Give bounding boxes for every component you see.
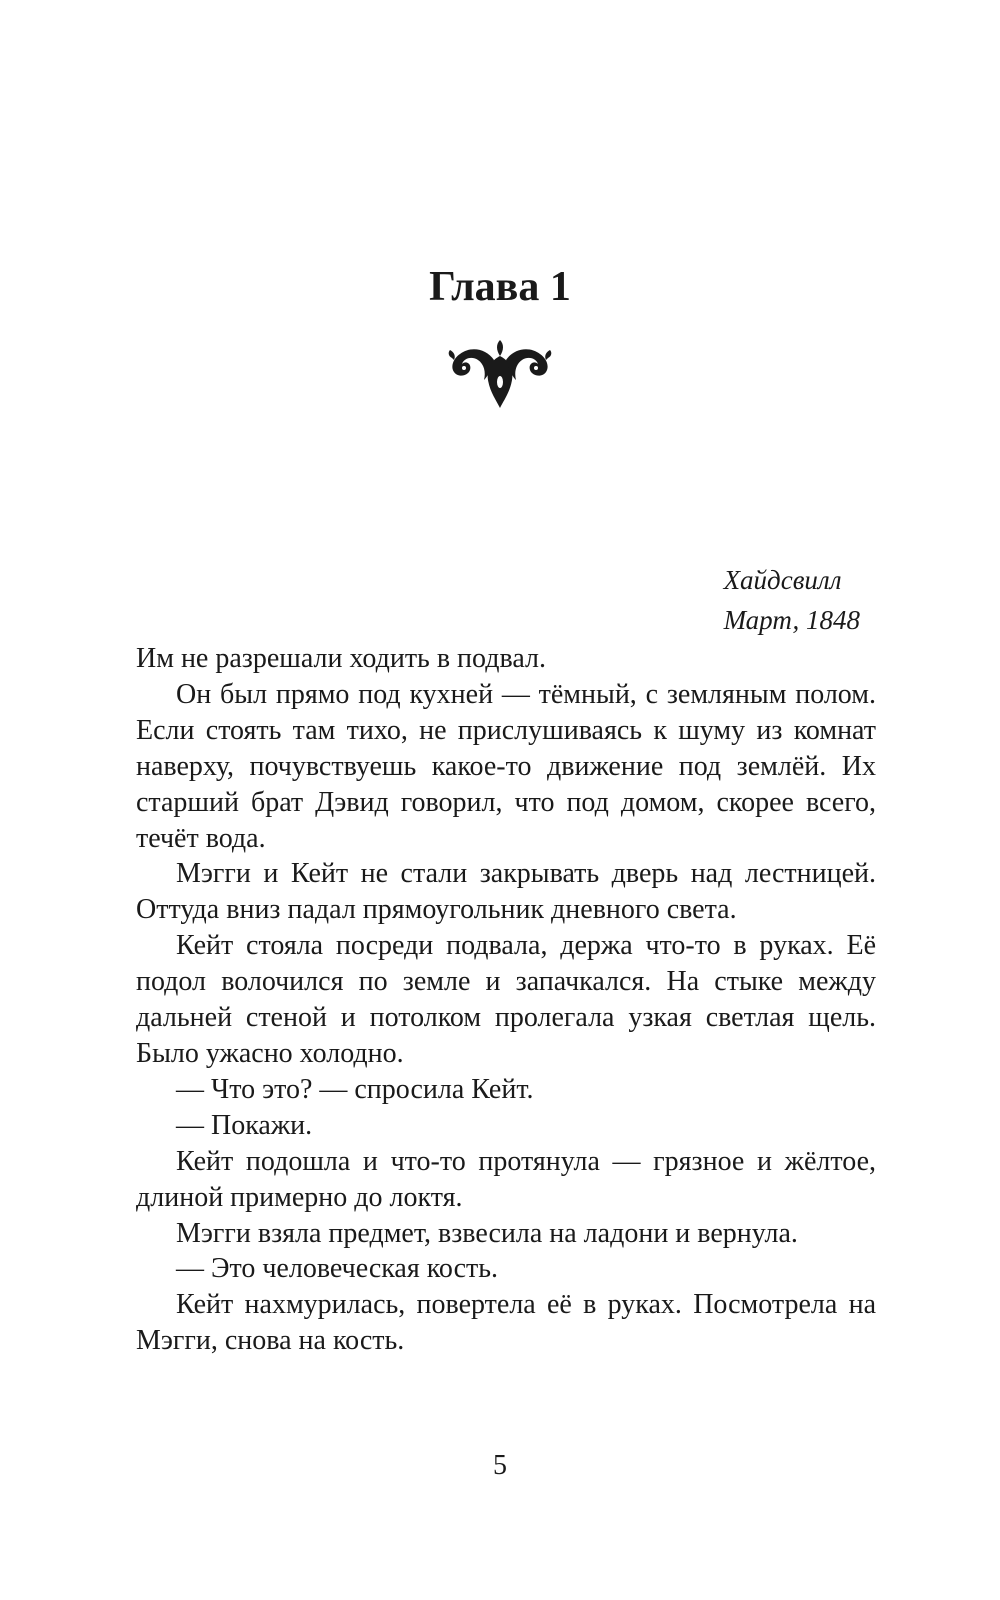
paragraph: — Что это? — спросила Кейт.: [176, 1073, 534, 1105]
paragraph: Мэгги и Кейт не стали закрывать дверь над лестницей. Оттуда вниз падал прямоугольник дневного света.: [136, 858, 876, 926]
chapter-text: [136, 641, 876, 1359]
fleuron-ornament-icon: [448, 338, 552, 410]
paragraph: — Это человеческая кость.: [176, 1253, 499, 1285]
epigraph-date: Март, 1848: [723, 605, 860, 635]
epigraph: [724, 560, 860, 640]
epigraph-place: Хайдсвилл: [723, 565, 842, 595]
paragraph: Мэгги взяла предмет, взвесила на ладони и вернула.: [176, 1217, 798, 1249]
paragraph: — Покажи.: [176, 1109, 313, 1141]
page-number: 5: [493, 1450, 507, 1481]
paragraph: Он был прямо под кухней — тёмный, с земляным полом. Если стоять там тихо, не прислушиваясь к шуму из комнат наверху, почувствуешь какое-то движение под землёй. Их старший брат Дэвид говорил, что под домом, скорее всего, течёт вода.: [136, 678, 876, 854]
paragraph: Кейт подошла и что-то протянула — грязное и жёлтое, длиной примерно до локтя.: [136, 1145, 876, 1213]
paragraph: Кейт нахмурилась, повертела её в руках. Посмотрела на Мэгги, снова на кость.: [136, 1289, 876, 1357]
chapter-title: Глава 1: [429, 264, 571, 310]
paragraph: Кейт стояла посреди подвала, держа что-то в руках. Её подол волочился по земле и запачкался. На стыке между дальней стеной и потолком пролегала узкая светлая щель. Было ужасно холодно.: [136, 930, 876, 1069]
paragraph: Им не разрешали ходить в подвал.: [136, 643, 546, 674]
